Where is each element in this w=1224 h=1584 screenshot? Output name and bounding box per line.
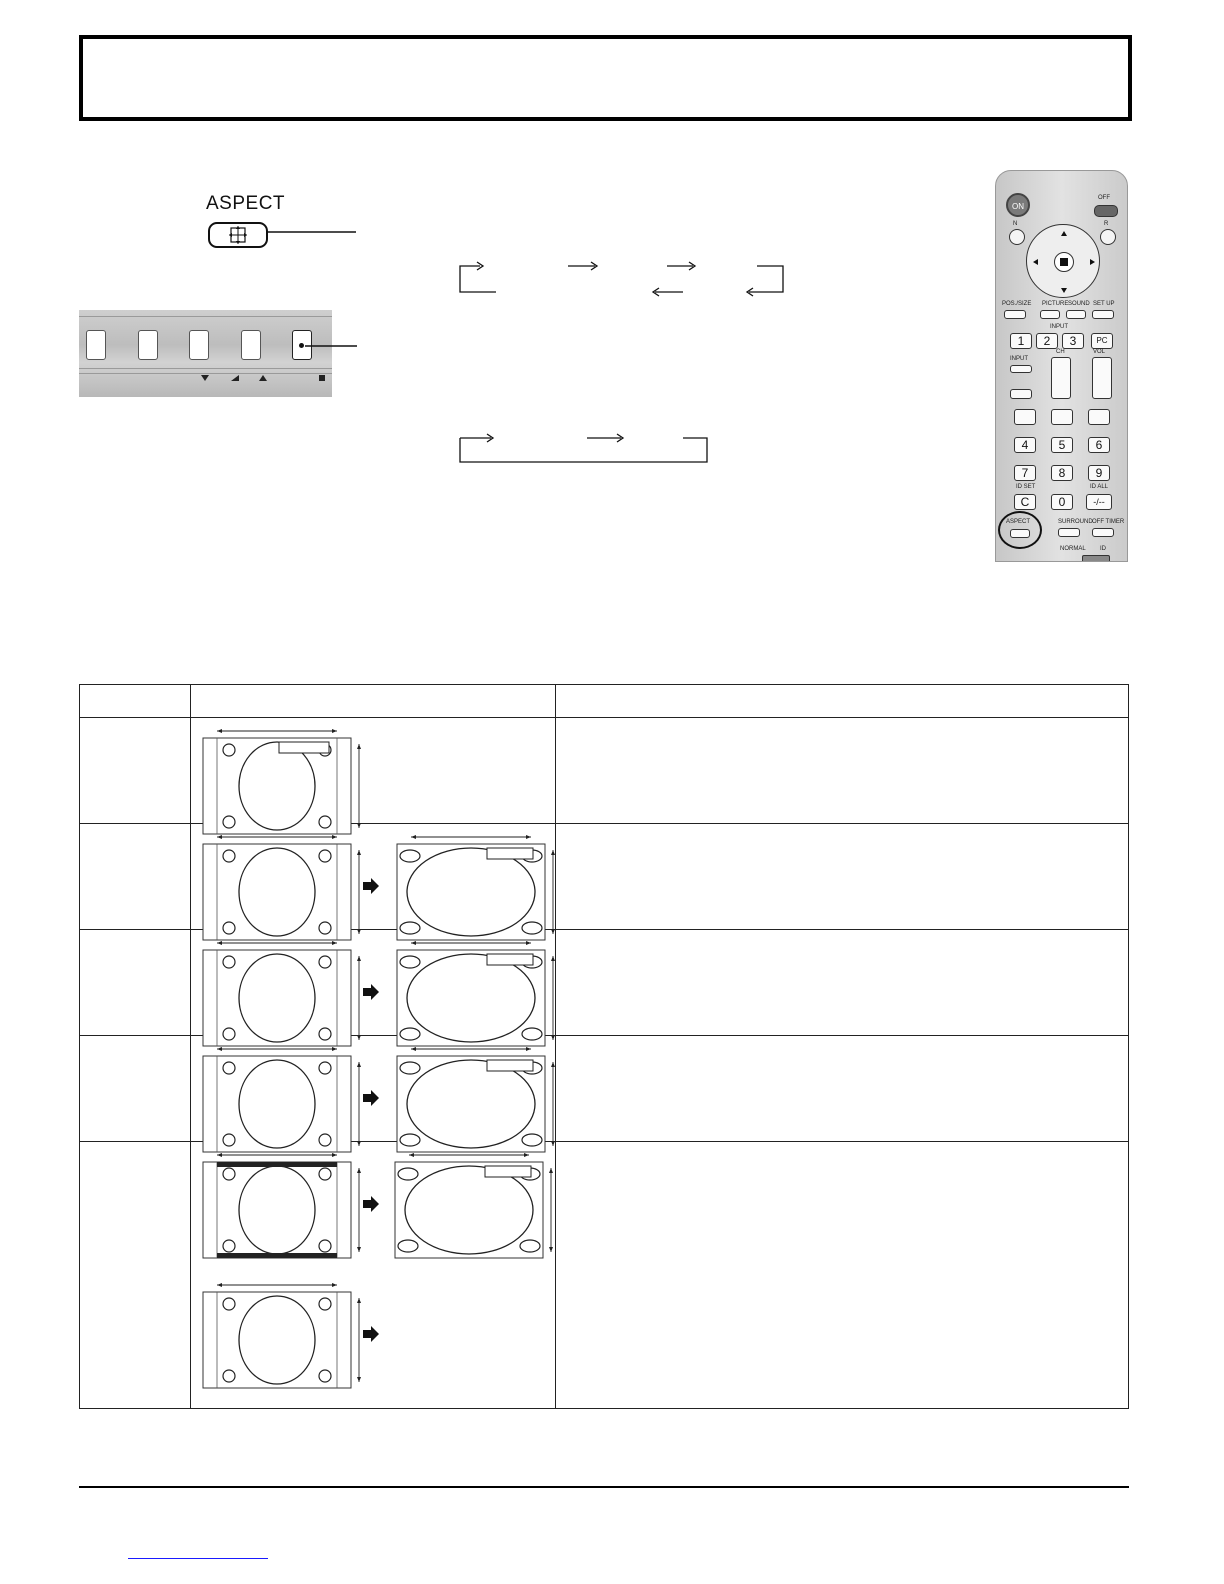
power-off-button[interactable] [1094,205,1118,217]
arrow-right-icon [363,984,379,1000]
vol-label: VOL [1093,349,1106,355]
remote-aspect-label: ASPECT [1006,519,1031,525]
screen-row-4-after [397,1047,555,1152]
key-2b[interactable] [1051,409,1073,425]
screen-row-1 [203,729,361,834]
key-3[interactable]: 3 [1062,333,1084,349]
dpad[interactable] [1026,224,1100,298]
off-timer-label: OFF TIMER [1092,519,1125,525]
arrow-right-icon [363,1196,379,1212]
mute-button[interactable] [1010,389,1032,399]
panel-button-2[interactable] [138,330,158,360]
channel-rocker[interactable] [1051,357,1071,399]
panel-symbols [79,372,332,386]
footer-rule [79,1486,1129,1488]
screen-row-4-before [203,1047,361,1152]
key-dash[interactable]: -/-- [1086,494,1112,510]
normal-id-switch[interactable] [1082,555,1110,562]
key-2[interactable]: 2 [1036,333,1058,349]
screen-row-5a-before [203,1153,361,1258]
id-set-label: ID SET [1016,484,1036,490]
screen-row-5a-after [395,1153,553,1258]
picture-button[interactable] [1040,310,1060,319]
panel-button-1[interactable] [86,330,106,360]
off-timer-button[interactable] [1092,528,1114,537]
aspect-icon [210,224,266,246]
volume-rocker[interactable] [1092,357,1112,399]
input-group-label: INPUT [1050,324,1068,330]
front-panel [79,310,332,397]
sound-button[interactable] [1066,310,1086,319]
panel-button-4[interactable] [241,330,261,360]
arrow-right-icon [363,1326,379,1342]
key-pc[interactable]: PC [1091,333,1113,349]
screen-row-3-after [397,941,555,1046]
header-cell-mode [80,685,191,718]
down-icon [201,375,209,381]
setup-button[interactable] [1092,310,1114,319]
dpad-arrows-icon [1027,225,1101,299]
surround-label: SURROUND [1058,519,1093,525]
key-6[interactable]: 6 [1088,437,1110,453]
power-icon: ON [1012,202,1024,211]
header-cell-description [556,685,1129,718]
aspect-button[interactable] [208,222,268,248]
screen-row-2-before [203,835,361,940]
aspect-label: ASPECT [206,193,286,214]
pos-size-label: POS./SIZE [1002,301,1032,307]
panel-button-3[interactable] [189,330,209,360]
key-7[interactable]: 7 [1014,465,1036,481]
key-c[interactable]: C [1014,494,1036,510]
screen-row-5b-before [203,1283,361,1388]
screen-illustrations [195,720,555,1410]
remote-control [995,170,1128,562]
normal-label: NORMAL [1060,546,1086,552]
arrow-right-icon [363,878,379,894]
id-all-label: ID ALL [1090,484,1109,490]
pos-size-button[interactable] [1004,310,1026,319]
r-button[interactable] [1100,229,1116,245]
picture-label: PICTURE [1042,301,1069,307]
key-8[interactable]: 8 [1051,465,1073,481]
input-label: INPUT [1010,356,1028,362]
ch-label: CH [1056,349,1065,355]
sound-label: SOUND [1068,301,1090,307]
callout-line-panel [305,344,359,348]
table-header-row [80,685,1129,718]
key-4[interactable]: 4 [1014,437,1036,453]
volume-icon [231,375,239,381]
screen-row-3-before [203,941,361,1046]
header-cell-picture [191,685,556,718]
key-1[interactable]: 1 [1010,333,1032,349]
setup-label: SET UP [1093,301,1115,307]
mode-cycle-diagram-1 [455,252,795,302]
footer-link-underline [128,1558,268,1559]
input-button[interactable] [1010,365,1032,373]
enter-icon [319,375,325,381]
off-label: OFF [1098,195,1110,201]
power-on-button[interactable] [1006,193,1030,217]
up-icon [259,375,267,381]
screen-row-2-after [397,835,555,940]
key-9[interactable]: 9 [1088,465,1110,481]
page-title [83,39,1128,79]
arrow-right-icon [363,1090,379,1106]
id-label: ID [1100,546,1106,552]
key-5[interactable]: 5 [1051,437,1073,453]
remote-aspect-button[interactable] [1010,529,1030,538]
surround-button[interactable] [1058,528,1080,537]
callout-line-aspect [266,230,358,234]
key-1b[interactable] [1014,409,1036,425]
key-0[interactable]: 0 [1051,494,1073,510]
mode-cycle-diagram-2 [455,426,715,466]
r-label: R [1104,221,1109,227]
n-label: N [1013,221,1018,227]
page-title-box [79,35,1132,121]
key-3b[interactable] [1088,409,1110,425]
n-button[interactable] [1009,229,1025,245]
